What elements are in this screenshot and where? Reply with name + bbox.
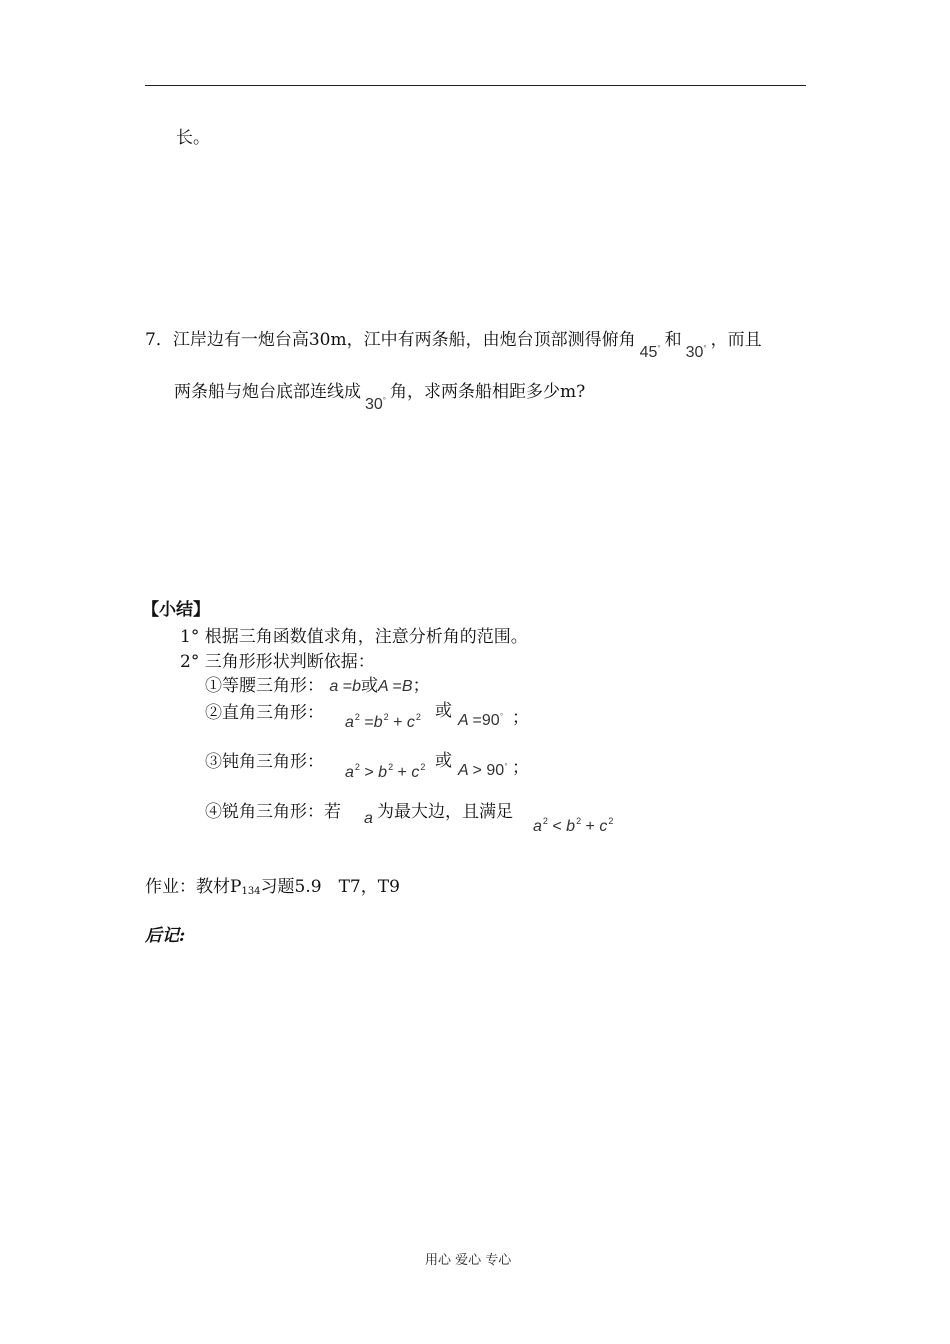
obtuse-angle-formula: A > 90° [458,762,508,779]
right-or-text: 或 [435,701,452,721]
right-triangle-label: ②直角三角形： [205,703,324,723]
problem-7-line-2 [174,378,586,413]
isosceles-row [205,675,430,698]
fragment-line: 长。 [176,128,210,148]
isosceles-angle-formula: A =B [378,678,413,695]
right-semicolon: ； [512,708,529,728]
homework-suffix: 习题5.9 T7，T9 [260,877,400,897]
acute-variable: a [364,810,373,827]
right-triangle-formula: $a^2 =b^2 + c^2$ [345,712,421,731]
page-footer: 用心 爱心 专心 [425,1253,512,1268]
homework-page: 134 [241,886,261,897]
problem-7-text-a: 7．江岸边有一炮台高30m，江中有两条船，由炮台顶部测得俯角 [145,330,636,350]
problem-7-text-c: ，而且 [710,330,762,350]
postscript-heading: 后记: [145,926,186,946]
acute-triangle-label: ④锐角三角形：若 [205,802,341,822]
isosceles-formula: a =b [329,678,362,695]
angle-30-first: 30° [685,344,707,361]
obtuse-triangle-formula: $a^2 > b^2 + c^2$ [345,762,426,781]
angle-30-second: 30° [365,396,386,413]
isosceles-label: ①等腰三角形： [205,676,324,696]
right-angle-formula: A =90° [458,712,503,729]
homework-prefix: 作业：教材P [145,877,242,897]
obtuse-triangle-label: ③钝角三角形： [205,752,324,772]
acute-triangle-formula: $a^2 < b^2 + c^2$ [533,816,614,835]
summary-item-2: 2° 三角形形状判断依据： [180,652,375,672]
problem-7-text-e: 角，求两条船相距多少m? [390,382,586,402]
summary-heading: 【小结】 [142,600,210,620]
homework-line [145,876,400,903]
angle-45: 45° [639,344,661,361]
or-text: 或 [361,676,379,696]
obtuse-semicolon: ； [512,758,529,778]
obtuse-or-text: 或 [435,751,452,771]
problem-7-text-d: 两条船与炮台底部连线成 [174,382,361,402]
header-rule [145,85,806,86]
acute-condition-text: 为最大边，且满足 [377,802,513,822]
semicolon: ； [412,676,430,696]
summary-item-1: 1° 根据三角函数值求角，注意分析角的范围。 [180,627,528,647]
problem-7-text-b: 和 [664,330,682,350]
problem-7-line-1 [145,326,762,361]
